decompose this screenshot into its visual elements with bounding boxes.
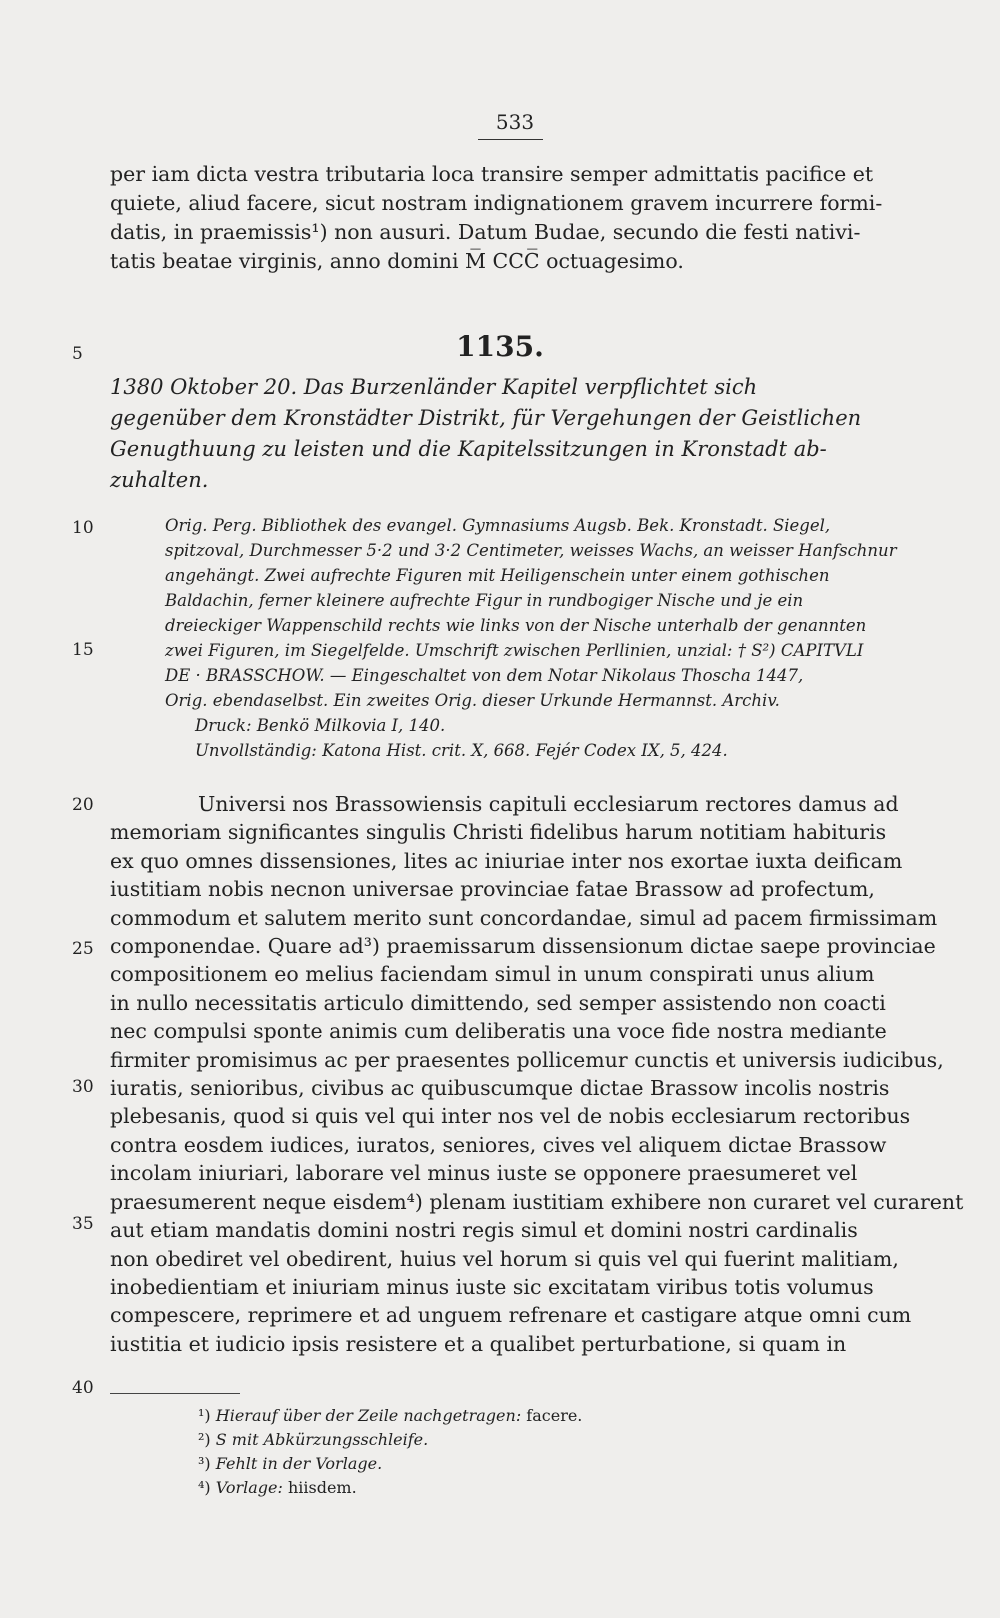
line-number-40: 40 (72, 1378, 94, 1398)
footnote-text: Hierauf über der Zeile nachgetragen: (215, 1406, 522, 1425)
footnote-mark: ¹) (198, 1406, 211, 1425)
text-line: compescere, reprimere et ad unguem refrenare et castigare atque omni cum (110, 1303, 912, 1328)
text-line: iustitia et iudicio ipsis resistere et a qualibet perturbatione, si quam in (110, 1331, 847, 1356)
line-number-20: 20 (72, 795, 94, 815)
footnote-extra: hiisdem. (287, 1478, 357, 1497)
line-number-10: 10 (72, 518, 94, 538)
text-line: memoriam significantes singulis Christi fidelibus harum notitiam habituris (110, 820, 887, 845)
text-line: tatis beatae virginis, anno domini M̅ CCC̅ octuagesimo. (110, 249, 684, 273)
regest (110, 372, 900, 496)
regest-line: gegenüber dem Kronstädter Distrikt, für Vergehungen der Geistlichen (110, 406, 862, 430)
text-line: praesumerent neque eisdem⁴) plenam iustitiam exhibere non curaret vel curarent (110, 1189, 964, 1214)
text-line: plebesanis, quod si quis vel qui inter nos vel de nobis ecclesiarum rectoribus (110, 1104, 911, 1129)
top-text (110, 160, 900, 276)
text-line: commodum et salutem merito sunt concordandae, simul ad pacem firmissimam (110, 905, 938, 930)
footnote-mark: ⁴) (198, 1478, 211, 1497)
text-line: inobedientiam et iniuriam minus iuste sic excitatam viribus totis volumus (110, 1274, 874, 1299)
text-line: nec compulsi sponte animis cum deliberatis una voce fide nostra mediante (110, 1019, 887, 1044)
text-line: non obediret vel obedirent, huius vel horum si quis vel qui fuerint malitiam, (110, 1246, 899, 1271)
regest-line: 1380 Oktober 20. Das Burzenländer Kapitel verpflichtet sich (110, 375, 758, 399)
footnote-2 (198, 1428, 582, 1452)
text-line: aut etiam mandatis domini nostri regis simul et domini nostri cardinalis (110, 1218, 858, 1243)
footnote-rule (110, 1393, 240, 1394)
text-line: incolam iniuriari, laborare vel minus iuste se opponere praesumeret vel (110, 1161, 858, 1186)
text-line: firmiter promisimus ac per praesentes pollicemur cunctis et universis iudicibus, (110, 1047, 944, 1072)
document-number: 1135. (456, 330, 544, 363)
line-number-15: 15 (72, 640, 94, 660)
source-line: zwei Figuren, im Siegelfelde. Umschrift zwischen Perllinien, unzial: † S²) CAPITVLI (165, 641, 864, 660)
page-number-rule (478, 139, 543, 140)
footnote-text: Vorlage: (215, 1478, 283, 1497)
footnote-4 (198, 1476, 582, 1500)
source-line: Orig. Perg. Bibliothek des evangel. Gymnasiums Augsb. Bek. Kronstadt. Siegel, (165, 516, 831, 535)
source-line: Druck: Benkö Milkovia I, 140. (195, 716, 446, 735)
source-line: Orig. ebendaselbst. Ein zweites Orig. dieser Urkunde Hermannst. Archiv. (165, 691, 780, 710)
footnote-1 (198, 1404, 582, 1428)
text-line: in nullo necessitatis articulo dimittendo, sed semper assistendo non coacti (110, 990, 886, 1015)
footnotes (198, 1404, 582, 1500)
text-line: Universi nos Brassowiensis capituli ecclesiarum rectores damus ad (198, 792, 899, 816)
footnote-text: Fehlt in der Vorlage. (215, 1454, 383, 1473)
source-line: angehängt. Zwei aufrechte Figuren mit Heiligenschein unter einem gothischen (165, 566, 830, 585)
regest-line: zuhalten. (110, 468, 209, 492)
line-number-5: 5 (72, 344, 83, 364)
main-text (110, 790, 964, 1358)
footnote-mark: ³) (198, 1454, 211, 1473)
text-line: compositionem eo melius faciendam simul in unum conspirati unus alium (110, 962, 875, 987)
footnote-3 (198, 1452, 582, 1476)
source-line: Baldachin, ferner kleinere aufrechte Figur in rundbogiger Nische und je ein (165, 591, 804, 610)
line-number-35: 35 (72, 1214, 94, 1234)
text-line: datis, in praemissis¹) non ausuri. Datum Budae, secundo die festi nativi- (110, 220, 861, 244)
footnote-text: S mit Abkürzungsschleife. (215, 1430, 429, 1449)
line-number-30: 30 (72, 1077, 94, 1097)
text-line: componendae. Quare ad³) praemissarum dissensionum dictae saepe provinciae (110, 934, 936, 959)
source-line: spitzoval, Durchmesser 5·2 und 3·2 Centimeter, weisses Wachs, an weisser Hanfschnur (165, 541, 897, 560)
text-line: contra eosdem iudices, iuratos, seniores, cives vel aliquem dictae Brassow (110, 1132, 887, 1157)
text-line: quiete, aliud facere, sicut nostram indignationem gravem incurrere formi- (110, 191, 883, 215)
text-line: iuratis, senioribus, civibus ac quibuscumque dictae Brassow incolis nostris (110, 1076, 890, 1101)
line-number-25: 25 (72, 939, 94, 959)
text-line: iustitiam nobis necnon universae provinciae fatae Brassow ad profectum, (110, 877, 875, 902)
regest-line: Genugthuung zu leisten und die Kapitelssitzungen in Kronstadt ab- (110, 437, 827, 461)
source-notes (165, 513, 900, 763)
page-number: 533 (495, 110, 535, 134)
text-line: ex quo omnes dissensiones, lites ac iniuriae inter nos exortae iuxta deificam (110, 848, 903, 873)
source-line: dreieckiger Wappenschild rechts wie links von der Nische unterhalb der genannten (165, 616, 867, 635)
text-line: per iam dicta vestra tributaria loca transire semper admittatis pacifice et (110, 162, 874, 186)
source-line: Unvollständig: Katona Hist. crit. X, 668. Fejér Codex IX, 5, 424. (195, 741, 728, 760)
footnote-extra: facere. (526, 1406, 583, 1425)
footnote-mark: ²) (198, 1430, 211, 1449)
source-line: DE · BRASSCHOW. — Eingeschaltet von dem Notar Nikolaus Thoscha 1447, (165, 666, 804, 685)
